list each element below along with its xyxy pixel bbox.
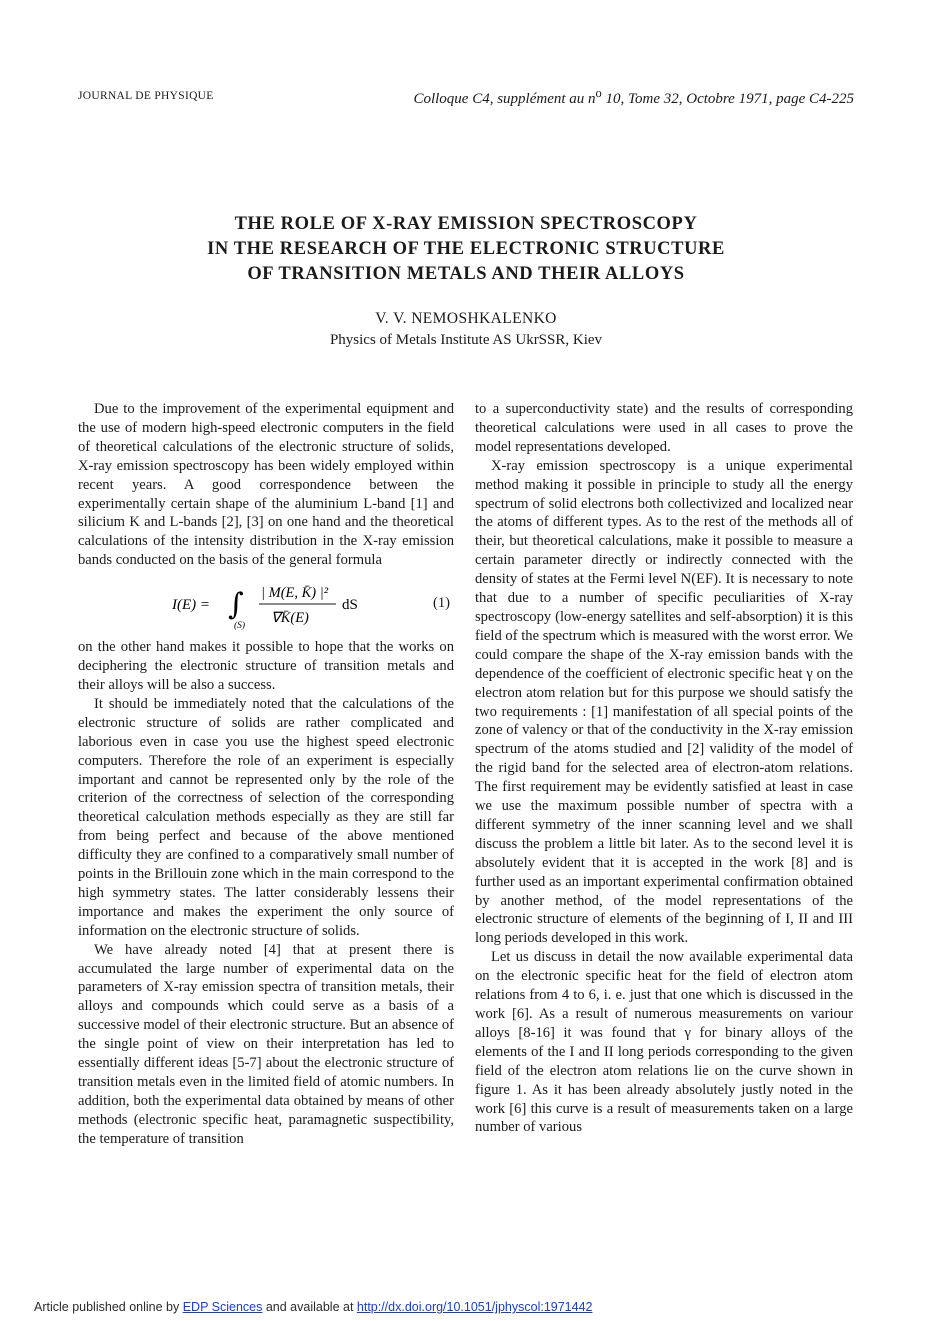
- issue-info: [413, 86, 854, 108]
- formula-numerator: | M(E, K̄) |²: [261, 585, 329, 602]
- footer-middle: and available at: [262, 1300, 357, 1314]
- running-header: [78, 86, 854, 108]
- issue-info-superscript: o: [595, 86, 602, 100]
- title-line-3: OF TRANSITION METALS AND THEIR ALLOYS: [247, 264, 685, 284]
- title-line-2: IN THE RESEARCH OF THE ELECTRONIC STRUCTURE: [207, 239, 725, 259]
- equation-1: [78, 578, 454, 632]
- article-title: [78, 212, 854, 287]
- equation-number: (1): [432, 595, 450, 612]
- formula-graphic: [172, 578, 402, 632]
- paragraph-specific-heat: Let us discuss in detail the now available experimental data on the electronic specific heat for the field of electron atom relations from 4 to 6, i. e. just that one which is discussed in the work [6]. As a result of numerous measurements on variour alloys [8-16] it was found that γ for binary alloys of the elements of the I and II long periods corresponding to the given field of the electron atom relations lie on the curve shown in figure 1. As it has been already absolutely justly noted in the work [6] this curve is a result of measurements taken on a large number of various: [475, 949, 853, 1136]
- issue-info-part-b: 10, Tome 32, Octobre 1971, page C4-225: [601, 91, 854, 107]
- integral-sign-icon: ∫: [228, 587, 244, 623]
- formula-integral-sub: (S): [234, 621, 246, 632]
- doi-link[interactable]: http://dx.doi.org/10.1051/jphyscol:1971442: [356, 1300, 593, 1314]
- paragraph-continuation: to a superconductivity state) and the results of corresponding theoretical calculations were used in all cases to prove the model representations developed.: [475, 401, 853, 455]
- paragraph-calculations: It should be immediately noted that the calculations of the electronic structure of solids are rather complicated and laborious even in case you use the highest speed electronic computers. Therefore the role of an experiment is especially important and cannot be represented only by the role of the criterion of the correctness of selection of the corresponding theoretical calculation methods especially as they are still far from being perfect and because of the above mentioned difficulty they are confined to a comparatively small number of points in the Brillouin zone which in the main correspond to the high symmetry states. The latter considerably lessens their importance and makes the experiment the only source of information on the electronic structure of solids.: [78, 695, 454, 939]
- footer-prefix: Article published online by: [34, 1300, 183, 1314]
- formula-tail: dS: [342, 597, 358, 614]
- author-affiliation: Physics of Metals Institute AS UkrSSR, Kiev: [329, 332, 603, 348]
- issue-info-part-a: Colloque C4, supplément au n: [413, 91, 596, 107]
- author-name: V. V. NEMOSHKALENKO: [375, 310, 557, 327]
- formula-lhs: I(E) =: [172, 597, 211, 614]
- publisher-link[interactable]: EDP Sciences: [182, 1300, 263, 1314]
- right-column: [475, 400, 853, 1137]
- formula-denominator: ∇K̄(E): [271, 610, 309, 627]
- journal-name: JOURNAL DE PHYSIQUE: [78, 90, 214, 102]
- paragraph-intro: Due to the improvement of the experimental equipment and the use of modern high-speed electronic computers in the field of theoretical calculations of the electronic structure of solids, X-ray emission spectroscopy has been widely employed within recent years. A good correspondence between the experimentally certain shape of the aluminium L-band [1] and silicium K and L-bands [2], [3] on one hand and the theoretical calculations of the intensity distribution in the X-ray emission bands conducted on the basis of the general formula: [78, 401, 454, 569]
- title-line-1: THE ROLE OF X-RAY EMISSION SPECTROSCOPY: [234, 214, 698, 234]
- paragraph-experimental-data: We have already noted [4] that at present there is accumulated the large number of experimental data on the parameters of X-ray emission spectra of transition metals, their alloys and compounds which could serve as a basis of a successive model of their electronic structure. But an absence of the single point of view on their interpretation has led to essentially different ideas [5-7] about the electronic structure of transition metals even in the limited field of atomic numbers. In addition, both the experimental data obtained by means of other methods (electronic specific heat, paramagnetic suspectibility, the temperature of transition: [78, 941, 454, 1147]
- publication-footer: [34, 1300, 592, 1314]
- paragraph-after-formula: on the other hand makes it possible to hope that the works on deciphering the electronic structure of transition metals and their alloys will be also a success.: [78, 639, 454, 693]
- left-column: [78, 400, 454, 1149]
- paragraph-xray-method: X-ray emission spectroscopy is a unique experimental method making it possible in principle to study all the energy spectrum of solid electrons both collectivized and localized near the atoms of different types. As to the rest of the methods all of their, but theoretical calculations, make it possible to measure a certain parameter directly or indirectly connected with the density of states at the Fermi level N(EF). It is necessary to note that due to a number of specific peculiarities of X-ray spectroscopy (low-energy satellites and self-absorption) it is this field of the spectrum which is measured with the worst error. We could compare the shape of the X-ray emission bands with the dependence of the coefficient of electronic specific heat γ on the electron atom relation but for this purpose we should satisfy the two requirements : [1] manifestation of all special points of the zone of valency or that of the conductivity in the X-ray emission spectrum of the atoms studied and [2] validity of the model of the rigid band for the selected area of electron-atom relations. The first requirement may be evidently satisfied at least in case we use the maximum possible number of spectra with a different symmetry of the inner scanning level and we shall discuss the problem a little bit later. As to the second level it is absolutely evident that it is accepted in the work [8] and is further used as an important experimental confirmation obtained by another method, of the model representations of the electronic structure of elements of the beginning of I, II and III long periods developed in this work.: [475, 457, 853, 947]
